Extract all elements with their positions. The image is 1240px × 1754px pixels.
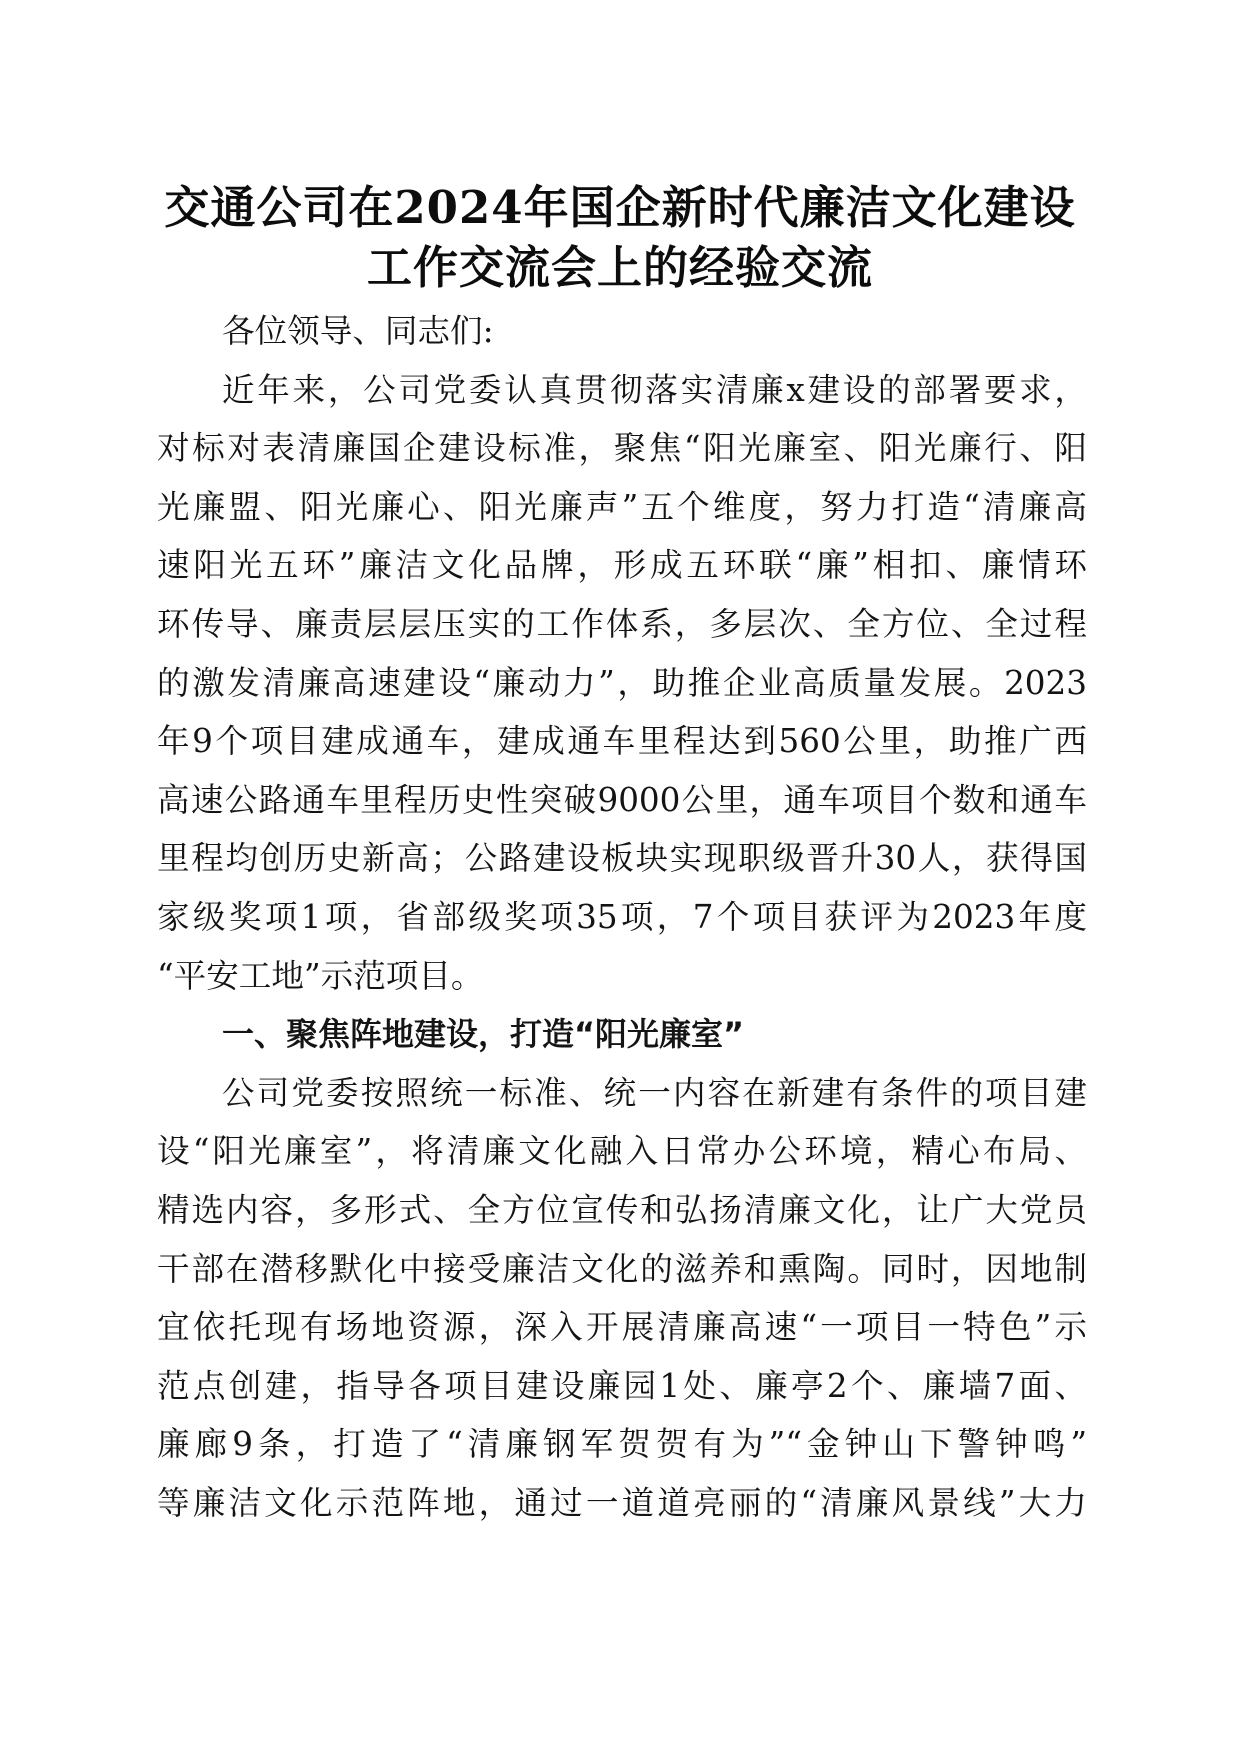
document-body — [157, 302, 1087, 1532]
paragraph-2-line: 宜依托现有场地资源，深入开展清廉高速“一项目一特色”示 — [157, 1308, 1087, 1347]
paragraph-1-line: 环传导、廉责层层压实的工作体系，多层次、全方位、全过程 — [157, 604, 1087, 643]
salutation: 各位领导、同志们: — [222, 312, 494, 350]
paragraph-1-line: 速阳光五环”廉洁文化品牌，形成五环联“廉”相扣、廉情环 — [157, 546, 1087, 585]
paragraph-2-line: 范点创建，指导各项目建设廉园1处、廉亭2个、廉墙7面、 — [157, 1366, 1087, 1405]
paragraph-1-line: 家级奖项1项，省部级奖项35项，7个项目获评为2023年度 — [157, 897, 1087, 936]
paragraph-2-line: 等廉洁文化示范阵地，通过一道道亮丽的“清廉风景线”大力 — [157, 1483, 1087, 1522]
paragraph-2-line: 设“阳光廉室”，将清廉文化融入日常办公环境，精心布局、 — [157, 1132, 1087, 1171]
paragraph-1-line: 里程均创历史新高；公路建设板块实现职级晋升30人，获得国 — [157, 839, 1087, 878]
paragraph-1-line: 光廉盟、阳光廉心、阳光廉声”五个维度，努力打造“清廉高 — [157, 487, 1087, 526]
paragraph-2-line: 干部在潜移默化中接受廉洁文化的滋养和熏陶。同时，因地制 — [157, 1249, 1087, 1288]
paragraph-2-line: 廉廊9条，打造了“清廉钢军贺贺有为”“金钟山下警钟鸣” — [157, 1425, 1087, 1464]
paragraph-1-line: “平安工地”示范项目。 — [157, 956, 484, 995]
paragraph-2-line: 公司党委按照统一标准、统一内容在新建有条件的项目建 — [222, 1073, 1087, 1112]
document-title-line-2: 工作交流会上的经验交流 — [366, 241, 873, 294]
section-1-heading: 一、聚焦阵地建设，打造“阳光廉室” — [222, 1015, 745, 1054]
paragraph-2-line: 精选内容，多形式、全方位宣传和弘扬清廉文化，让广大党员 — [157, 1190, 1087, 1229]
paragraph-1-line: 高速公路通车里程历史性突破9000公里，通车项目个数和通车 — [157, 780, 1087, 819]
paragraph-1-line: 年9个项目建成通车，建成通车里程达到560公里，助推广西 — [157, 722, 1087, 761]
paragraph-1-line: 对标对表清廉国企建设标准，聚焦“阳光廉室、阳光廉行、阳 — [157, 429, 1087, 468]
paragraph-1-line: 近年来，公司党委认真贯彻落实清廉x建设的部署要求， — [222, 370, 1087, 409]
paragraph-1-line: 的激发清廉高速建设“廉动力”，助推企业高质量发展。2023 — [157, 663, 1087, 702]
document-title-line-1: 交通公司在2024年国企新时代廉洁文化建设 — [164, 181, 1076, 234]
